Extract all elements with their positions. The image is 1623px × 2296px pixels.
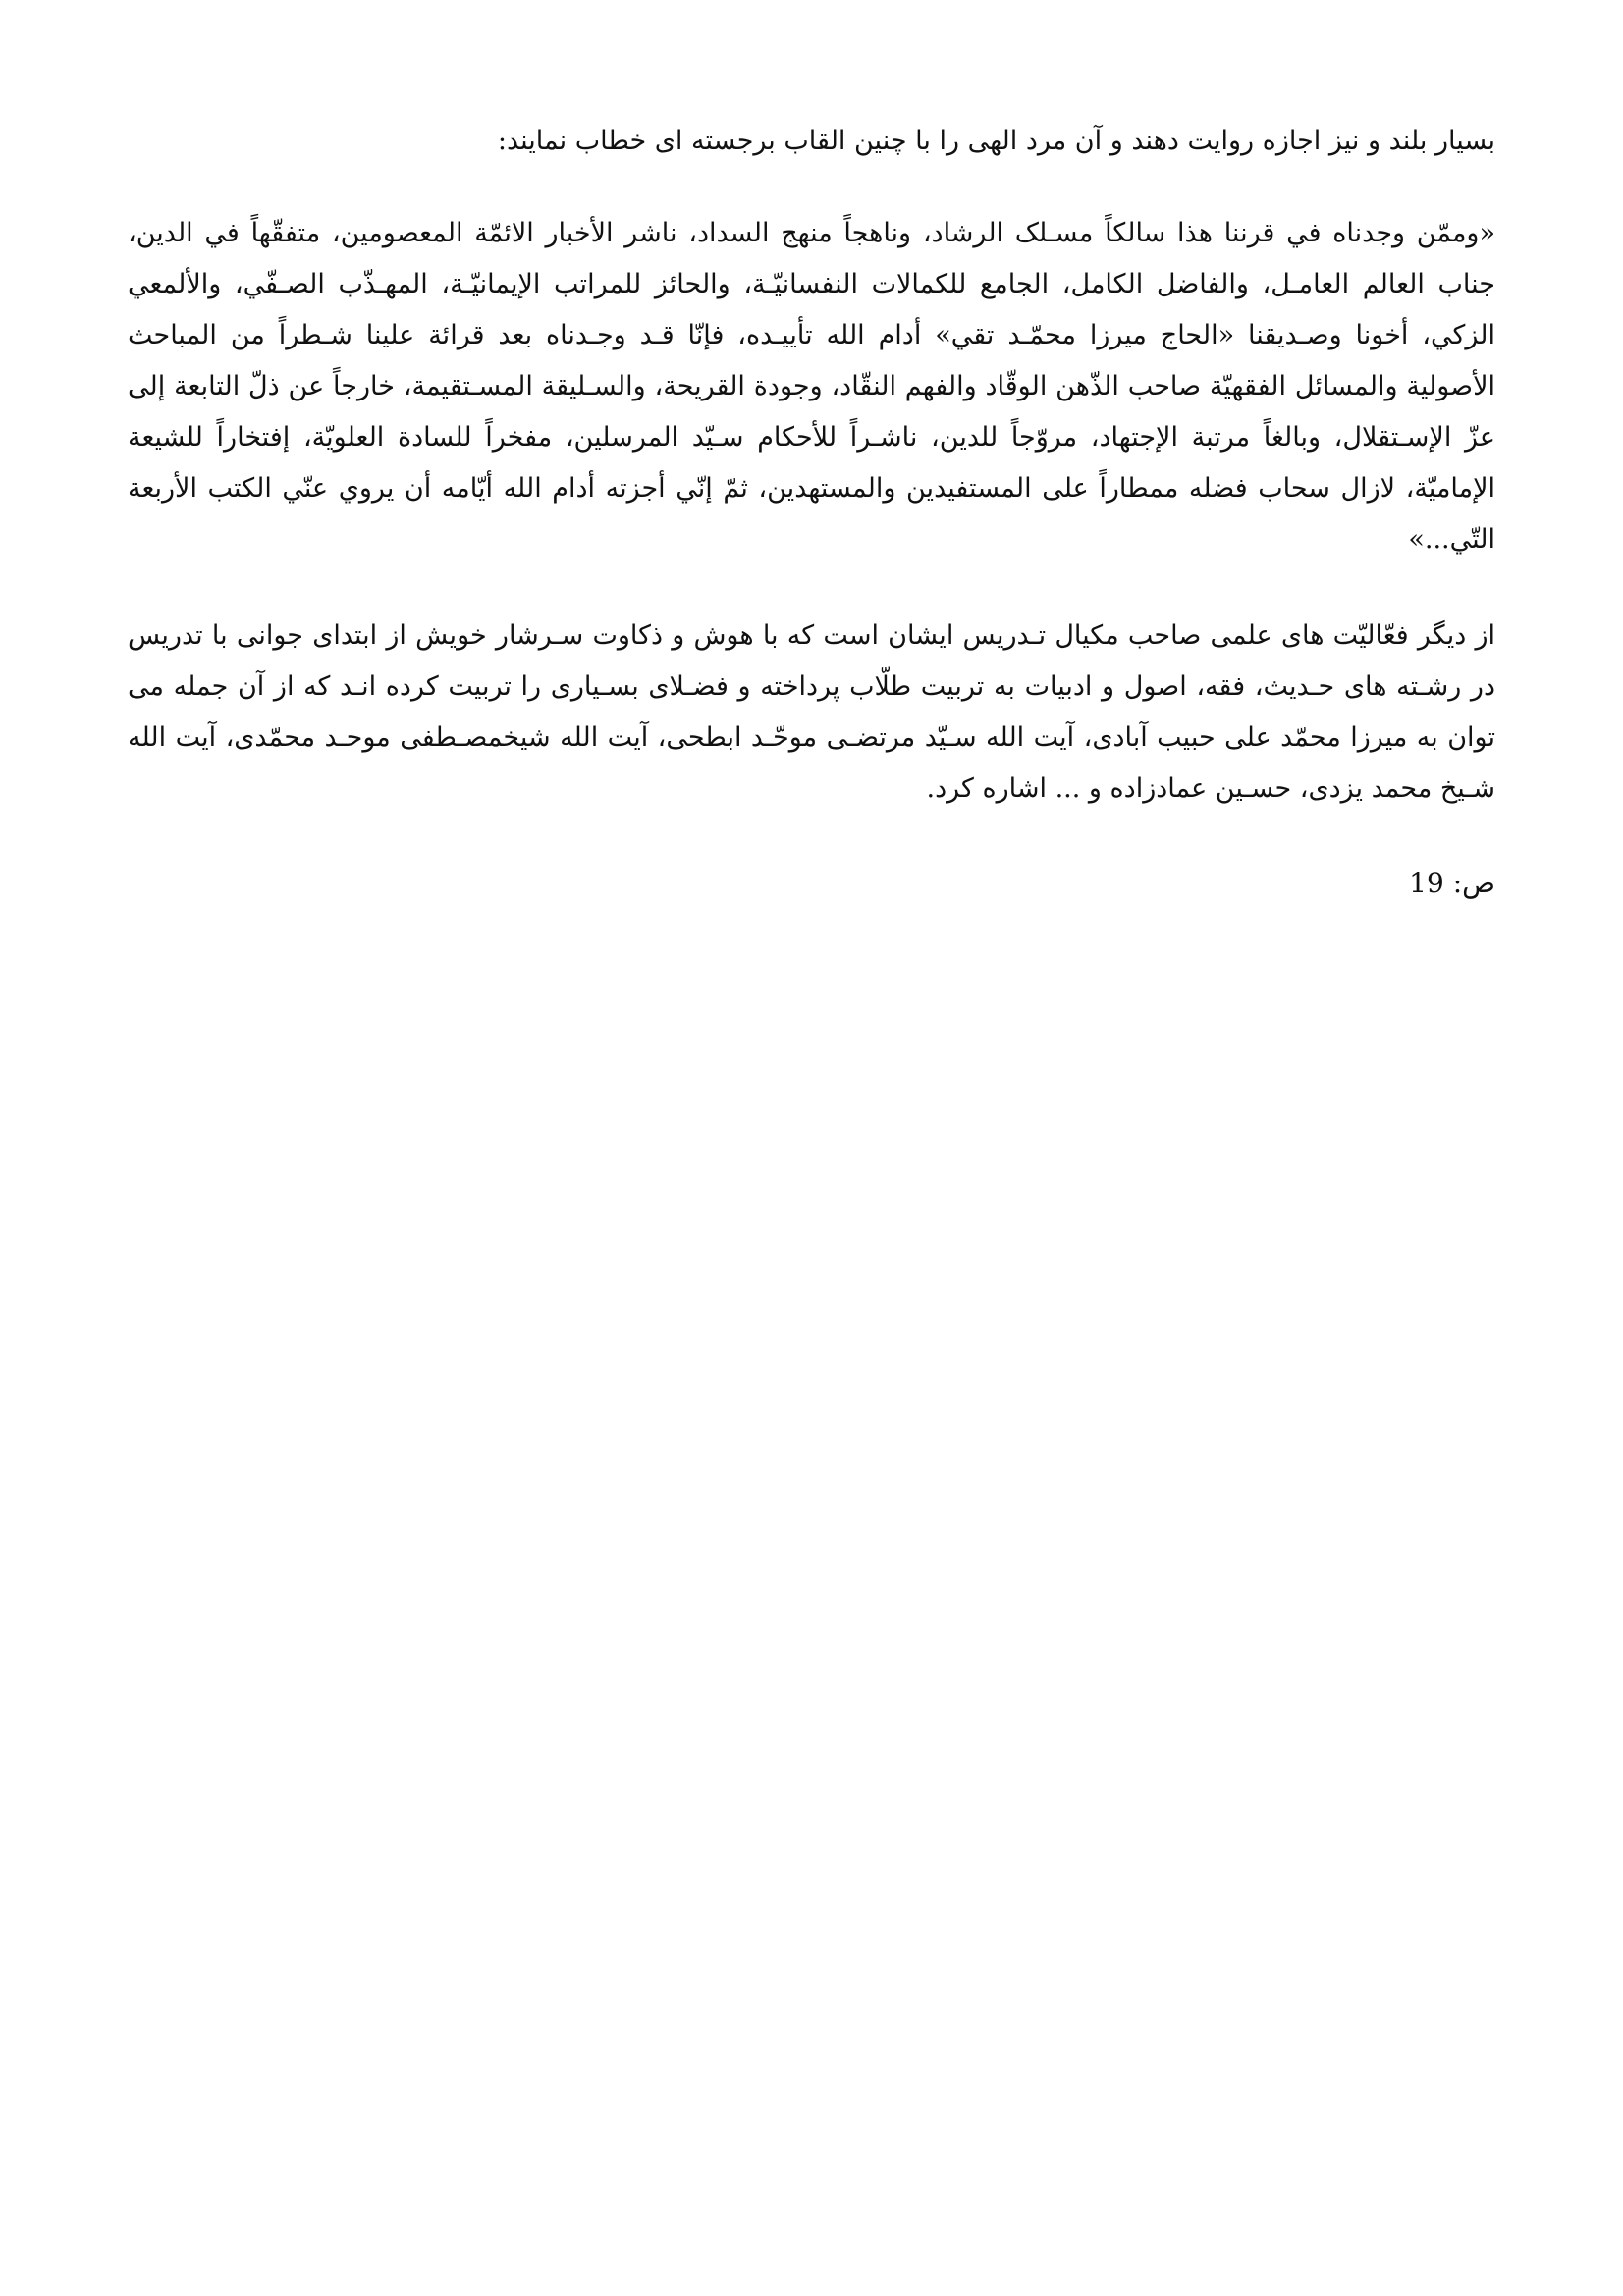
document-page xyxy=(128,116,1495,909)
page-number: ص: 19 xyxy=(1409,867,1495,899)
intro-paragraph: بسیار بلند و نیز اجازه روایت دهند و آن مرد الهی را با چنین القاب برجسته ای خطاب نمایند: xyxy=(497,126,1495,156)
ijazah-quote-paragraph: «وممّن وجدناه في قرننا هذا سالكاً مسـلک الرشاد، وناهجاً منهج السداد، ناشر الأخبار الائمّة المعصومين، متفقّهاً في الدين، جناب العالم العامـل، والفاضل الكامل، الجامع للكمالات النفسانيّـة، والحائز للمراتب الإيمانيّـة، المهـذّب الصـفّي، والألمعي الزكي، أخونا وصـديقنا «الحاج ميرزا محمّـد تقي» أدام الله تأييـده، فإنّا قـد وجـدناه بعد قرائة علينا شـطراً من المباحث الأصولية والمسائل الفقهيّة صاحب الذّهن الوقّاد والفهم النقّاد، وجودة القريحة، والسـليقة المسـتقيمة، خارجاً عن ذلّ التابعة إلى عزّ الإسـتقلال، وبالغاً مرتبة الإجتهاد، مروّجاً للدين، ناشـراً للأحكام سـيّد المرسلين، مفخراً للسادة العلويّة، إفتخاراً للشيعة الإماميّة، لازال سحاب فضله ممطاراً على المستفيدين والمستهدين، ثمّ إنّي أجزته أدام الله أيّامه أن يروي عنّي الكتب الأربعة التّي...» xyxy=(128,218,1495,555)
teaching-activities-paragraph: از دیگر فعّالیّت های علمی صاحب مکیال تـدریس ایشان است که با هوش و ذکاوت سـرشار خویش از ابتدای جوانی با تدریس در رشـته های حـدیث، فقه، اصول و ادبیات به تربیت طلّاب پرداخته و فضـلای بسـیاری را تربیت کرده انـد که از آن جمله می توان به میرزا محمّد علی حبیب آبادی، آیت الله سـیّد مرتضـی موحّـد ابطحی، آیت الله شیخمصـطفی موحـد محمّدی، آیت الله شـیخ محمد یزدی، حسـین عمادزاده و ... اشاره کرد. xyxy=(128,620,1495,804)
